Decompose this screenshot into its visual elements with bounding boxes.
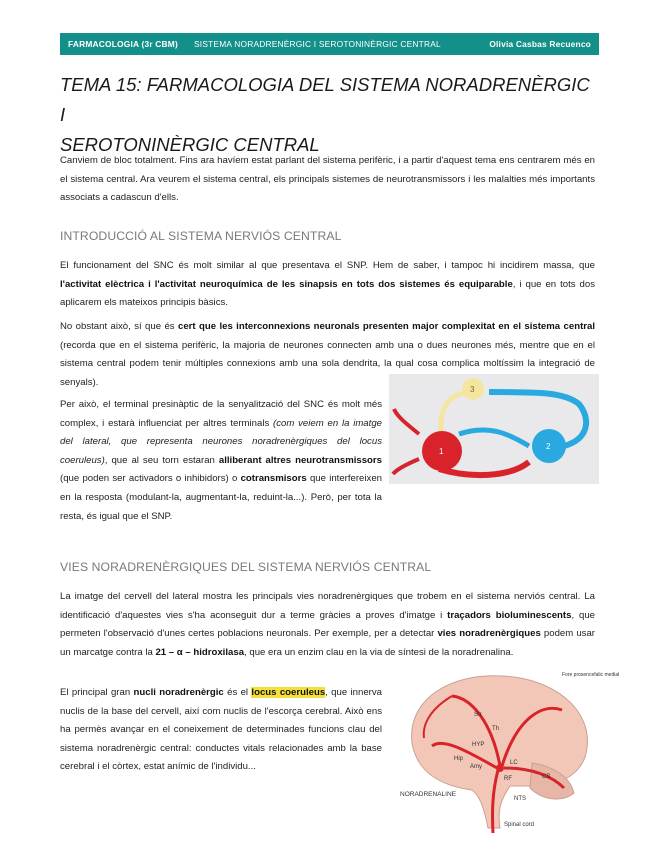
brain-label-th: Th	[492, 726, 500, 732]
section1-paragraph-1: El funcionament del SNC és molt similar al que presentava el SNP. Hem de saber, i tampoc hi incidirem massa, que l'activitat elèctrica i l'activitat neuroquímica de les sinapsis en tots dos sistemes és equiparable, i que en tots dos aplicarem els mateixos principis bàsics.	[60, 260, 595, 309]
brain-label-lc: LC	[510, 760, 518, 766]
section1-paragraph-3: Per això, el terminal presinàptic de la senyalització del SNC és molt més complex, i estarà influenciat per altres terminals (com veiem en la imatge del lateral, que representa neurones noradrenèrgiques del locus coeruleus), que al seu torn estaran alliberant altres neurotransmissors (que poden ser activadors o inhibidors) o cotransmisors que interfereixen en la resposta (modulant-la, augmentant-la, reduint-la...). Però, per tota la resta, és igual que el SNP.	[60, 399, 382, 522]
header-course: FARMACOLOGIA (3r CBM)	[68, 39, 178, 49]
brain-label-rf: RF	[504, 776, 512, 782]
brain-label-amy: Amy	[470, 764, 482, 770]
title-line-2: SEROTONINÈRGIC CENTRAL	[60, 134, 320, 155]
brain-label-fore: Fore prosencefalic medial	[562, 672, 620, 678]
neuron-label-2: 2	[546, 442, 551, 451]
brain-label-hyp: HYP	[472, 742, 485, 748]
section1-paragraph-2: No obstant això, sí que és cert que les interconnexions neuronals presenten major complexitat en el sistema central (recorda que en el sistema perifèric, la majoria de neurones connecten amb una o dues neurones més, mentre que en el sistema central podem tenir múltiples connexions amb una sola dendrita, la qual cosa complica moltíssim la integració de senyals).	[60, 321, 595, 388]
intro-paragraph: Canviem de bloc totalment. Fins ara havíem estat parlant del sistema perifèric, i a partir d'aquest tema ens centrarem més en el sistema central. Ara veurem el sistema central, els principals sistemes de neurotransmissors i les malalties més importants associats a cadascun d'ells.	[60, 155, 595, 204]
brain-label-nts: NTS	[514, 796, 526, 802]
brain-label-spinal: Spinal cord	[504, 822, 535, 828]
brain-label-hip: Hip	[454, 756, 464, 762]
section-heading-intro: INTRODUCCIÓ AL SISTEMA NERVIÓS CENTRAL	[60, 229, 342, 243]
neuron-diagram	[389, 374, 599, 484]
section2-paragraph-1: La imatge del cervell del lateral mostra les principals vies noradrenèrgiques que trobem en el sistema nerviós central. La identificació d'aquestes vies s'ha aconseguit dur a terme gràcies a proves d'imatge i traçadors bioluminescents, que permeten l'observació d'unes certes poblacions neuronals. Per exemple, per a detectar vies noradrenèrgiques podem usar un marcatge contra la 21 – α – hidroxilasa, que era un enzim clau en la via de síntesi de la noradrenalina.	[60, 591, 596, 658]
page-title	[60, 70, 600, 160]
brain-diagram	[392, 668, 620, 836]
header-topic: SISTEMA NORADRENÈRGIC I SEROTONINÈRGIC CENTRAL	[194, 39, 441, 49]
neuron-label-1: 1	[439, 447, 444, 456]
header-author: Olivia Casbas Recuenco	[489, 39, 591, 49]
brain-label-noradrenaline: NORADRENALINE	[400, 791, 456, 798]
title-line-1: TEMA 15: FARMACOLOGIA DEL SISTEMA NORADRENÈRGIC I	[60, 74, 590, 125]
neuron-label-3: 3	[470, 385, 475, 394]
brain-label-str: Str	[474, 712, 482, 718]
section-heading-pathways: VIES NORADRENÈRGIQUES DEL SISTEMA NERVIÓS CENTRAL	[60, 560, 432, 574]
section2-paragraph-2: El principal gran nucli noradrenèrgic és el locus coeruleus, que innerva nuclis de la base del cervell, així com nuclis de l'escorça cerebral. Això ens ha permès avançar en el coneixement de determinades funcions clau del sistema noradrenèrgic central: conductes vitals relacionades amb la base cerebral i el còrtex, estat anímic de l'individu...	[60, 687, 382, 773]
brain-label-cb: CB	[542, 774, 551, 780]
page-header	[60, 33, 599, 55]
